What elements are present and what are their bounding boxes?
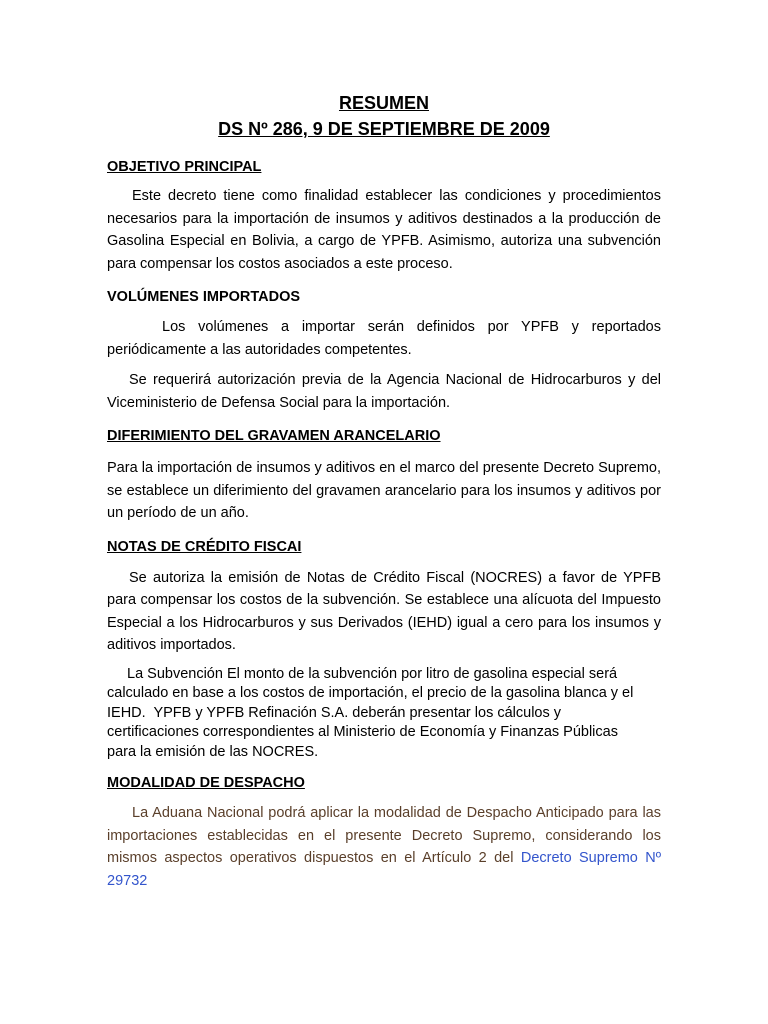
decreto-supremo-link[interactable]: Decreto Supremo Nº 29732 (107, 850, 662, 889)
paragraph-volumenes-1: Los volúmenes a importar serán definidos por YPFB y reportados periódicamente a las autoridades competentes. (107, 319, 661, 358)
paragraph-diferimiento: Para la importación de insumos y aditivos en el marco del presente Decreto Supremo, se establece un diferimiento del gravamen arancelario para los insumos y aditivos por un período de un año. (107, 460, 661, 521)
paragraph-modalidad-text: La Aduana Nacional podrá aplicar la modalidad de Despacho Anticipado para las importaciones establecidas en el presente Decreto Supremo, considerando los mismos aspectos operativos dispuestos en el Artículo 2 del (107, 805, 661, 866)
document-title-line2: DS Nº 286, 9 DE SEPTIEMBRE DE 2009 (218, 119, 550, 139)
heading-objetivo: OBJETIVO PRINCIPAL (107, 159, 262, 175)
heading-notas: NOTAS DE CRÉDITO FISCAI (107, 538, 302, 555)
heading-diferimiento: DIFERIMIENTO DEL GRAVAMEN ARANCELARIO (107, 428, 441, 444)
paragraph-notas-2-line3: IEHD. YPFB y YPFB Refinación S.A. deberán presentar los cálculos y (107, 704, 562, 721)
document-page (107, 90, 661, 892)
document-title-line1: RESUMEN (338, 93, 429, 113)
paragraph-objetivo: Este decreto tiene como finalidad establecer las condiciones y procedimientos necesarios para la importación de insumos y aditivos destinados a la producción de Gasolina Especial en Bolivia, a cargo de YPFB. Asimismo, autoriza una subvención para compensar los costos asociados a este proceso. (107, 188, 661, 272)
heading-volumenes: VOLÚMENES IMPORTADOS (107, 289, 301, 305)
heading-modalidad: MODALIDAD DE DESPACHO (107, 775, 305, 791)
paragraph-notas-1: Se autoriza la emisión de Notas de Crédito Fiscal (NOCRES) a favor de YPFB para compensar los costos de la subvención. Se establece una alícuota del Impuesto Especial a los Hidrocarburos y sus Derivados (IEHD) igual a cero para los insumos y aditivos importados. (107, 569, 661, 653)
paragraph-notas-2-line1: La Subvención El monto de la subvención por litro de gasolina especial será (127, 665, 618, 682)
paragraph-volumenes-2: Se requerirá autorización previa de la Agencia Nacional de Hidrocarburos y del Viceministerio de Defensa Social para la importación. (107, 372, 661, 411)
paragraph-notas-2 (107, 665, 661, 763)
paragraph-notas-2-line4: certificaciones correspondientes al Ministerio de Economía y Finanzas Públicas (107, 724, 618, 740)
paragraph-notas-2-line2: calculado en base a los costos de importación, el precio de la gasolina blanca y el (107, 685, 634, 701)
paragraph-modalidad (107, 802, 661, 892)
paragraph-notas-2-line5: para la emisión de las NOCRES. (107, 743, 319, 760)
